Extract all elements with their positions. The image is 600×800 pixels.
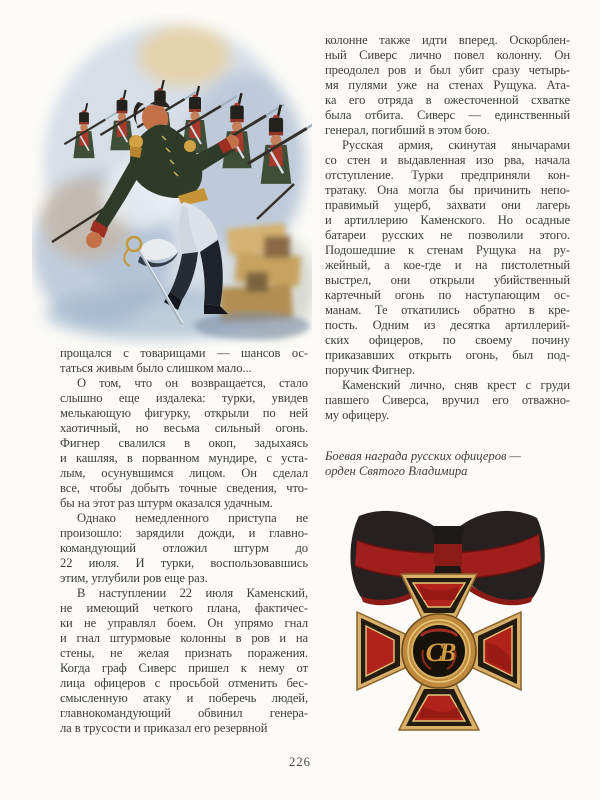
text-line: Русская армия, скинутая янычарами <box>342 138 570 152</box>
text-line: не имеющий четкого плана, фактичес- <box>60 601 308 615</box>
left-text-column <box>60 346 308 736</box>
text-line: павшего Сиверса, вручил его отважно- <box>325 393 570 407</box>
right-text-column <box>325 33 570 423</box>
text-line: этим, углубили ров еще раз. <box>60 571 208 585</box>
text-line: и гнал штурмовые колонны в ров и на <box>60 631 308 645</box>
cross-arm-left <box>357 612 405 690</box>
text-line: В наступлении 22 июля Каменский, <box>77 586 308 600</box>
cross-arm-top <box>401 574 477 618</box>
order-illustration <box>327 500 567 740</box>
text-line: произошло: зарядили дожди, и главно- <box>60 526 308 540</box>
cross-arm-right <box>473 612 521 690</box>
epaulette-icon <box>184 140 196 152</box>
battle-illustration-svg <box>32 14 312 348</box>
cross-arm-bottom <box>399 684 479 730</box>
text-line: мелькающую фигурку, открыли по ней <box>60 406 308 420</box>
page-number: 226 <box>289 755 311 769</box>
text-line: манам. Те откатились обратно в кре- <box>325 303 570 317</box>
text-line: мя пулями уже на стенах Рущука. Ата- <box>325 78 570 92</box>
text-line: отступление. Турки предприняли кон- <box>325 168 570 182</box>
text-line: батареи русских не позволили этого. <box>325 228 570 242</box>
text-line: Подошедшие к стенам Рущука на ру- <box>325 243 570 257</box>
text-line: жейный, а кое-где и на пистолетный <box>325 258 570 272</box>
text-line: лица офицеров с просьбой отменить бес- <box>60 676 308 690</box>
text-line: смысленную атаку и поберечь людей, <box>60 691 308 705</box>
text-line: и кашляя, в порванном мундире, с уста- <box>60 451 308 465</box>
monogram: СВ <box>425 638 453 667</box>
text-line: главнокомандующий обвинил генера- <box>60 706 308 720</box>
text-line: му офицеру. <box>325 408 390 422</box>
text-line: тратаку. Она могла бы причинить непо- <box>325 183 570 197</box>
text-line: пость. Одним из десятка артиллерий- <box>325 318 570 332</box>
text-line: слышно еще издалека: турки, увидев <box>60 391 308 405</box>
text-line: и артиллерию Каменского. Но осадные <box>325 213 570 227</box>
text-line: выстрел, они открыли убийственный <box>325 273 570 287</box>
text-line: генерал, погибший в этом бою. <box>325 123 490 137</box>
text-line: ный Сиверс лично повел колонну. Он <box>325 48 570 62</box>
text-line: таться живым было слишком мало... <box>60 361 252 375</box>
text-line: все, чтобы добыть точные сведения, что- <box>60 481 308 495</box>
text-line: ки не управлял боем. Он упрямо гнал <box>60 616 308 630</box>
text-line: Когда граф Сиверс пришел к нему от <box>60 661 308 675</box>
illustration-caption <box>325 449 570 479</box>
text-line: поручик Фигнер. <box>325 363 415 377</box>
text-line: 22 июля. И турки, воспользовавшись <box>60 556 308 570</box>
order-illustration-svg <box>327 500 567 740</box>
text-line: была отбита. Сиверс — единственный <box>325 108 570 122</box>
text-line: хаотичный, но весьма сильный огонь. <box>60 421 308 435</box>
text-line: колонне также идти вперед. Оскорблен- <box>325 33 570 47</box>
text-line: бы на этот раз штурм оказался удачным. <box>60 496 273 510</box>
text-line: ла в трусости и приказал его резервной <box>60 721 268 735</box>
text-line: преодолел ров и был убит сразу четырь- <box>325 63 570 77</box>
caption-line: орден Святого Владимира <box>325 464 468 478</box>
text-line: командующий отложил штурм до <box>60 541 308 555</box>
text-line: Каменский лично, сняв крест с груди <box>342 378 570 392</box>
text-line: со стен и выдавленная изо рва, начала <box>325 153 570 167</box>
general-hand <box>86 232 102 248</box>
medallion <box>402 614 476 688</box>
text-line: картечный огонь по наступающим ос- <box>325 288 570 302</box>
text-line: ских офицеров, по своему почину <box>325 333 570 347</box>
text-line: Однако немедленного приступа не <box>77 511 308 525</box>
text-line: Фигнер свалился в окоп, задыхаясь <box>60 436 308 450</box>
text-line: прощался с товарищами — шансов ос- <box>60 346 308 360</box>
text-line: О том, что он возвращается, стало <box>77 376 308 390</box>
text-line: лым, осунувшимся лицом. Он сделал <box>60 466 308 480</box>
text-line: стены, не желая признать поражения. <box>60 646 308 660</box>
text-line: правимый ущерб, захвати они лагерь <box>325 198 570 212</box>
text-line: приказавших открыть огонь, был под- <box>325 348 570 362</box>
battle-illustration <box>32 14 312 348</box>
text-line: ка его отряда в ожесточенной схватке <box>325 93 570 107</box>
caption-line: Боевая награда русских офицеров — <box>325 449 521 463</box>
